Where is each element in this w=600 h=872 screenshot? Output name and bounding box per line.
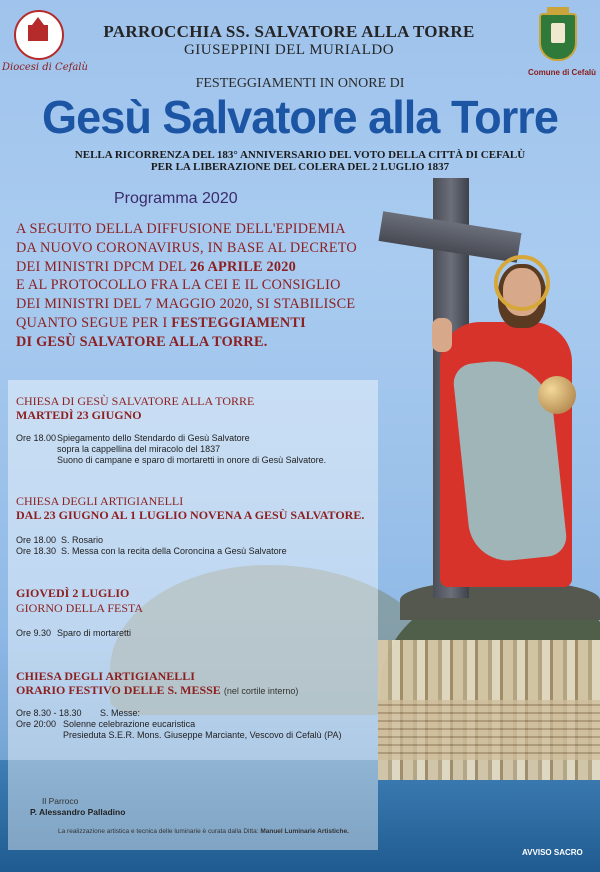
section-4-title: CHIESA DEGLI ARTIGIANELLI [16,669,195,683]
intro-emphasis: FESTEGGIAMENTI [171,314,306,331]
parish-priest-role: Il Parroco [42,796,79,806]
credits-company: Manuel Luminarie Artistiche. [260,828,349,835]
parish-priest-name: P. Alessandro Palladino [30,807,126,817]
intro-line [16,258,416,277]
parish-seal-icon [14,10,64,60]
section-4-subtitle [16,683,298,698]
diocese-label: Diocesi di Cefalù [2,62,88,73]
intro-line: DA NUOVO CORONAVIRUS, IN BASE AL DECRETO [16,239,357,256]
section-3-title: GIORNO DELLA FESTA [16,601,144,615]
section-1-date: MARTEDÌ 23 GIUGNO [16,408,142,422]
intro-line [16,314,416,333]
subtitle-line-2: PER LA LIBERAZIONE DEL COLERA DEL 2 LUGLIO 1837 [150,161,450,173]
intro-line: A SEGUITO DELLA DIFFUSIONE DELL'EPIDEMIA [16,221,346,237]
section-3-event: Sparo di mortaretti [57,628,132,638]
comune-label: Comune di Cefalù [528,68,597,77]
halo-icon [494,255,550,311]
section-4-time-2: Ore 20:00 [16,719,57,729]
section-2-event-1: S. Rosario [61,535,104,545]
credits-text: La realizzazione artistica e tecnica delle luminarie è curata dalla Ditta: [58,828,261,835]
program-heading: Programma 2020 [114,190,238,207]
page-title: Gesù Salvatore alla Torre [42,91,558,143]
section-4-event-2: Solenne celebrazione eucaristica [63,719,196,729]
section-1-line-2: sopra la cappellina del miracolo del 1837 [57,444,221,454]
section-2-time-2: Ore 18.30 [16,546,57,556]
section-2-event-2: S. Messa con la recita della Coroncina a Gesù Salvatore [61,546,287,556]
credits [58,828,349,835]
section-3-date: GIOVEDÌ 2 LUGLIO [16,586,130,600]
section-2-date: DAL 23 GIUGNO AL 1 LUGLIO NOVENA A GESÙ SALVATORE. [16,508,365,522]
intro-text [16,220,416,352]
statue-globe [538,376,576,414]
section-2-title: CHIESA DEGLI ARTIGIANELLI [16,494,184,508]
section-2-time-1: Ore 18.00 [16,535,57,545]
section-1-time: Ore 18.00 [16,433,57,443]
section-4-event-1: S. Messe: [100,708,141,718]
notice-label: AVVISO SACRO [522,848,583,857]
intro-line: DEI MINISTRI DEL 7 MAGGIO 2020, SI STABILISCE [16,296,356,313]
section-1-line-3: Suono di campane e sparo di mortaretti in onore di Gesù Salvatore. [57,455,327,465]
intro-text-part: QUANTO SEGUE PER I [16,314,172,331]
intro-text-part: DEI MINISTRI DPCM DEL [16,258,190,275]
section-1-title: CHIESA DI GESÙ SALVATORE ALLA TORRE [16,394,255,408]
section-1-line-1: Spiegamento dello Stendardo di Gesù Salvatore [57,433,250,443]
statue-hand [432,318,452,352]
parish-name: PARROCCHIA SS. SALVATORE ALLA TORRE [103,22,475,41]
section-4-subtitle-text: ORARIO FESTIVO DELLE S. MESSE [16,683,221,697]
section-4-event-3: Presieduta S.E.R. Mons. Giuseppe Marciante, Vescovo di Cefalù (PA) [63,730,342,740]
section-4-note: (nel cortile interno) [223,686,299,696]
pretitle: FESTEGGIAMENTI IN ONORE DI [195,76,405,91]
intro-line: E AL PROTOCOLLO FRA LA CEI E IL CONSIGLIO [16,277,341,294]
subtitle-line-1: NELLA RICORRENZA DEL 183° ANNIVERSARIO DEL VOTO DELLA CITTÀ DI CEFALÙ [74,149,526,161]
section-3-time: Ore 9.30 [16,628,52,638]
intro-line: DI GESÙ SALVATORE ALLA TORRE. [16,333,268,350]
town-view-lower [378,700,600,760]
religious-order: GIUSEPPINI DEL MURIALDO [183,42,395,58]
intro-date: 26 APRILE 2020 [189,258,296,275]
section-4-time-1: Ore 8.30 - 18.30 [16,708,82,718]
municipal-crest-icon [539,13,577,61]
